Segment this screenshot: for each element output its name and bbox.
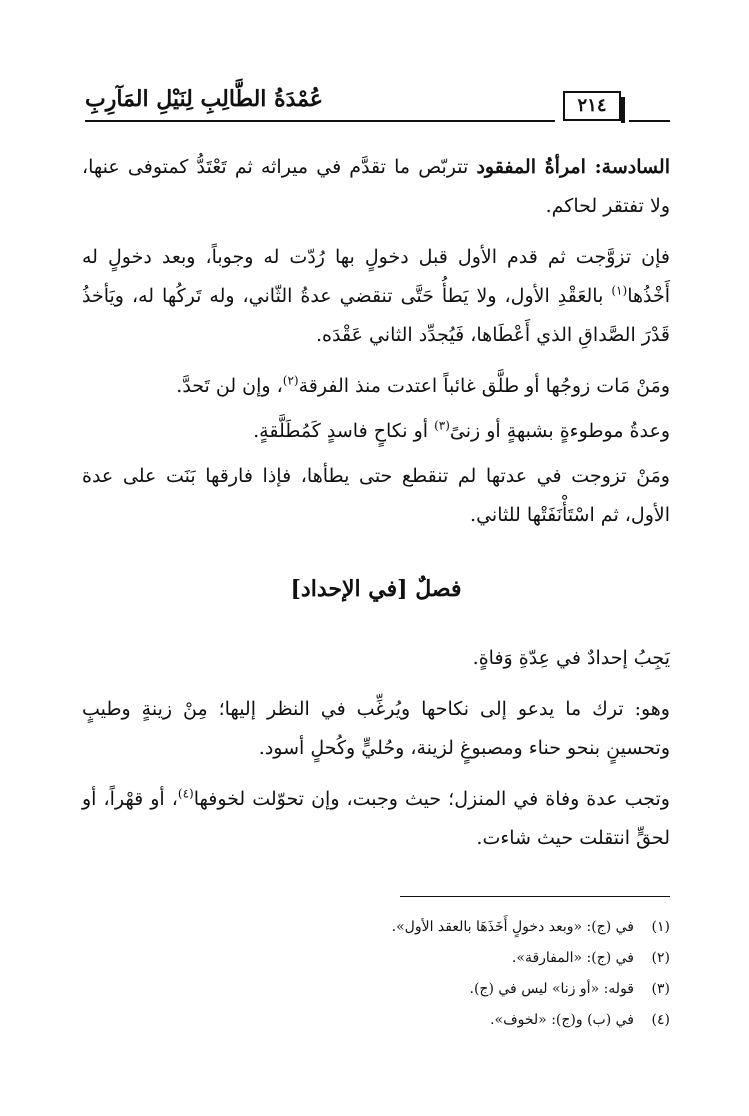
paragraph-married-in-idda: ومَنْ تزوجت في عدتها لم تنقطع حتى يطأها، فإذا فارقها بَنَت على عدة الأول، ثم اسْتَأْنَفَتْها للثاني. — [82, 465, 670, 526]
paragraph-text: ، أو قهْراً، أو لحقٍّ انتقلت حيث شاءت. — [82, 788, 670, 849]
footnote-text: في (ب) و(ج): «لخوف». — [490, 1012, 634, 1028]
paragraph-text: وتجب عدة وفاة في المنزل؛ حيث وجبت، وإن تحوّلت لخوفها — [193, 788, 670, 810]
footnote-ref: (٤) — [177, 786, 194, 801]
footnote-text: قوله: «أو زنا» ليس في (ج). — [469, 981, 634, 997]
paragraph-text: ، وإن لن تَحدَّ. — [176, 375, 283, 397]
footnote-text: في (ج): «المفارقة». — [511, 950, 634, 966]
footnote — [300, 912, 670, 943]
paragraph-sixth — [82, 148, 670, 226]
footnote — [300, 974, 670, 1005]
footnote-number: (١) — [651, 919, 670, 935]
paragraph-text: ومَنْ مَات زوجُها أو طلَّق غائباً اعتدت منذ الفرقة — [298, 375, 670, 397]
footnote-ref: (١) — [611, 283, 628, 298]
paragraph-residence — [82, 780, 670, 858]
paragraph-ihdad-definition: وهو: ترك ما يدعو إلى نكاحها ويُرغِّب في النظر إليها؛ مِنْ زينةٍ وطيبٍ وتحسينٍ بنحو حناء ومصبوغٍ لزينة، وحُليٍّ وكُحلٍ أسود. — [82, 698, 670, 759]
footnotes — [300, 912, 670, 1036]
footnote-rule — [400, 896, 670, 897]
footnote-number: (٤) — [651, 1012, 670, 1028]
paragraph-ihdad-required: يَجِبُ إحدادٌ في عِدّةِ وَفاةٍ. — [472, 647, 670, 669]
footnote — [300, 943, 670, 974]
paragraph-remarriage — [82, 238, 670, 355]
paragraph-husband-died — [82, 367, 670, 406]
header-rule-short — [629, 120, 670, 122]
paragraph-lead: السادسة: امرأةُ المفقود — [476, 156, 671, 178]
footnote-ref: (٢) — [282, 373, 299, 388]
page-header — [85, 86, 670, 126]
paragraph-text: تتربّص ما تقدَّم في ميراثه ثم تَعْتَدُّ كمتوفى عنها، ولا تفتقر لحاكم. — [82, 156, 670, 217]
paragraph-text: بالعَقْدِ الأول، ولا يَطأُ حَتَّى تنقضي عدةُ الثّاني، وله تَركُها له، ويَأخذُ قَدْرَ الصَّداقِ الذي أَعْطَاها، فَيُجدِّد الثاني عَقْدَه. — [82, 285, 670, 346]
main-text — [82, 148, 670, 870]
paragraph-shubha — [82, 412, 670, 451]
footnote — [300, 1005, 670, 1036]
page-number: ٢١٤ — [563, 91, 621, 121]
footnote-text: في (ج): «وبعد دخولٍ أَخَذَهَا بالعقد الأول». — [391, 919, 634, 935]
running-title: عُمْدَةُ الطَّالِبِ لِنَيْلِ المَآرِبِ — [85, 86, 323, 112]
paragraph-text: أو نكاحٍ فاسدٍ كَمُطَلَّقةٍ. — [253, 420, 435, 442]
footnote-ref: (٣) — [434, 418, 450, 433]
footnote-number: (٢) — [651, 950, 670, 966]
paragraph-text: وعدةُ موطوءةٍ بشبهةٍ أو زنىً — [449, 420, 670, 442]
section-heading: فصلٌ [في الإحداد] — [290, 576, 462, 602]
header-rule — [85, 120, 555, 122]
footnote-number: (٣) — [651, 981, 670, 997]
paragraph-text: فإن تزوَّجت ثم قدم الأول قبل دخولٍ بها رُدّت له وجوباً، وبعد دخولٍ له أَخْذُها — [82, 246, 670, 307]
